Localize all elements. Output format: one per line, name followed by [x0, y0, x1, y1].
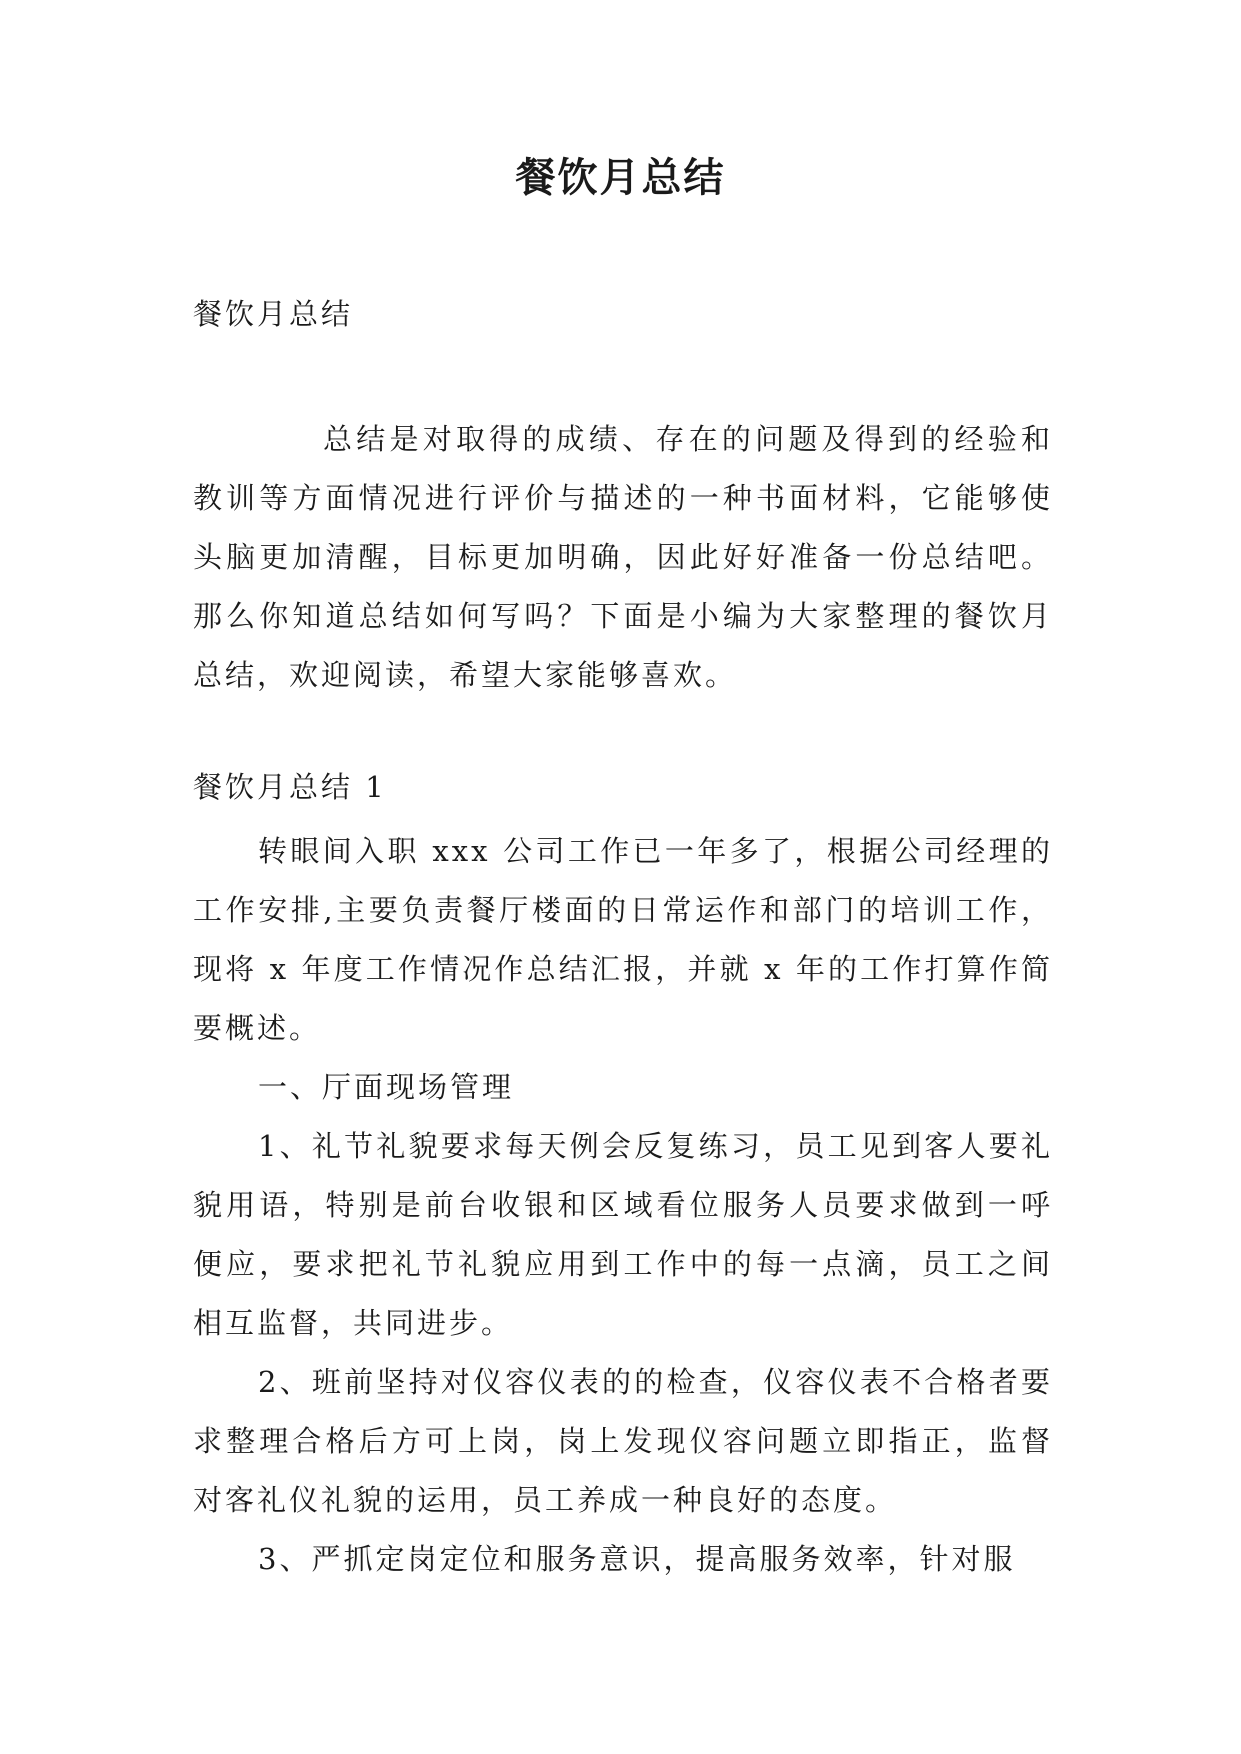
body-paragraph: 2、班前坚持对仪容仪表的的检查，仪容仪表不合格者要求整理合格后方可上岗，岗上发现仪容问题立即指正，监督对客礼仪礼貌的运用，员工养成一种良好的态度。 — [193, 1365, 1053, 1517]
document-title: 餐饮月总结 — [515, 155, 726, 201]
subsection-heading: 一、厅面现场管理 — [258, 1070, 515, 1104]
body-paragraph: 1、礼节礼貌要求每天例会反复练习，员工见到客人要礼貌用语，特别是前台收银和区域看位服务人员要求做到一呼便应，要求把礼节礼貌应用到工作中的每一点滴，员工之间相互监督，共同进步。 — [193, 1129, 1053, 1340]
intro-paragraph: 总结是对取得的成绩、存在的问题及得到的经验和教训等方面情况进行评价与描述的一种书面材料，它能够使头脑更加清醒，目标更加明确，因此好好准备一份总结吧。那么你知道总结如何写吗？下面是小编为大家整理的餐饮月总结，欢迎阅读，希望大家能够喜欢。 — [193, 422, 1053, 692]
document-subtitle: 餐饮月总结 — [193, 297, 354, 331]
section-heading: 餐饮月总结 1 — [193, 770, 387, 804]
body-paragraph: 转眼间入职 xxx 公司工作已一年多了，根据公司经理的工作安排,主要负责餐厅楼面的日常运作和部门的培训工作，现将 x 年度工作情况作总结汇报，并就 x 年的工作打算作简要概述。 — [193, 834, 1053, 1045]
section-body — [193, 822, 1053, 1589]
body-paragraph: 3、严抓定岗定位和服务意识，提高服务效率，针对服 — [258, 1542, 1016, 1576]
